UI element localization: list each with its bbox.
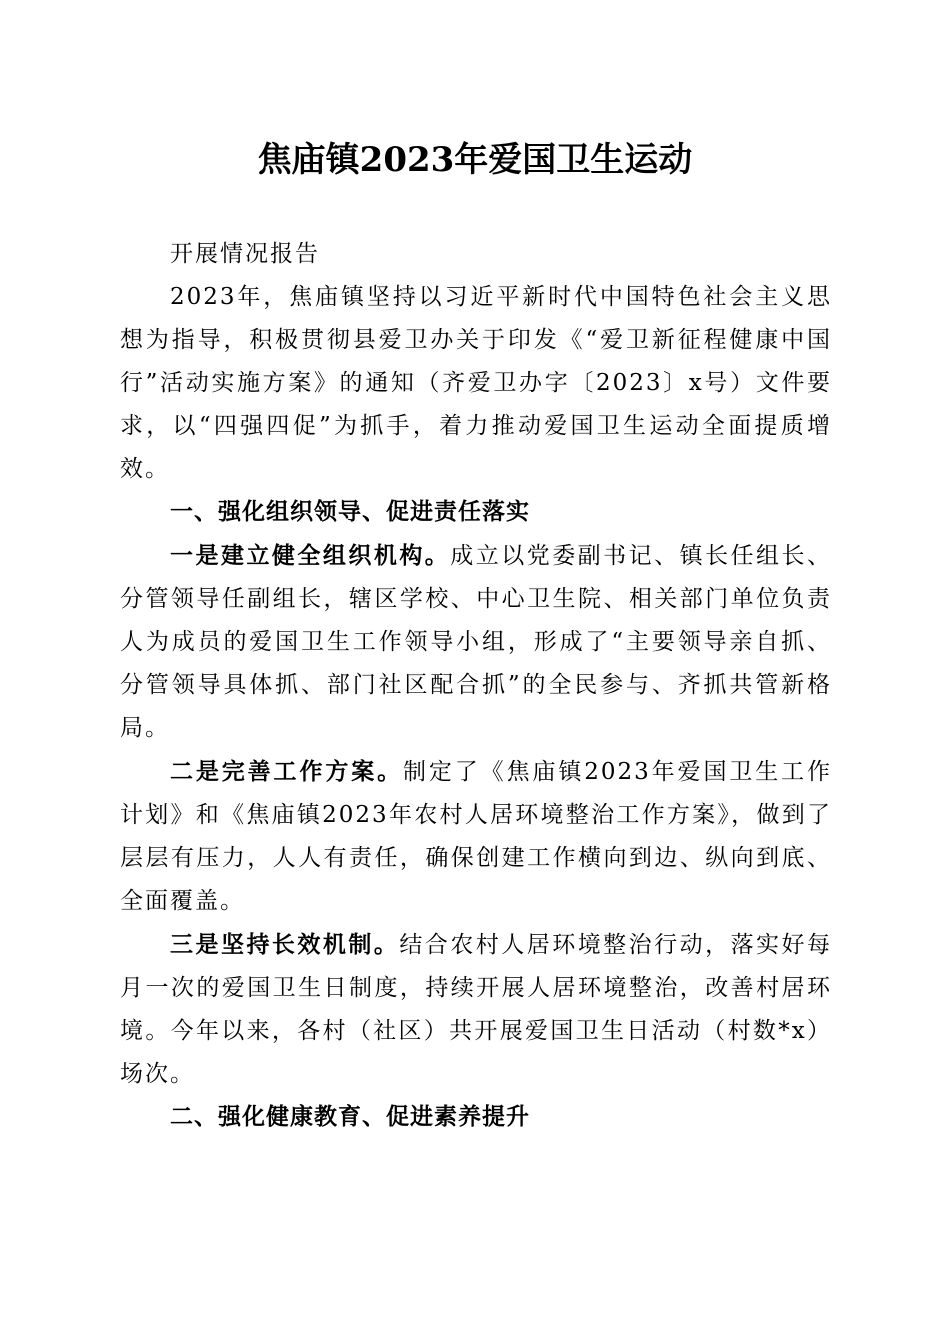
paragraph-text: 2023年，焦庙镇坚持以习近平新时代中国特色社会主义思想为指导，积极贯彻县爱卫办关于印发《“爱卫新征程健康中国行”活动实施方案》的通知（齐爱卫办字〔2023〕x号）文件要求，以“四强四促”为抓手，着力推动爱国卫生运动全面提质增效。: [120, 284, 832, 482]
body-paragraph: [120, 750, 832, 923]
paragraph-text: 开展情况报告: [170, 241, 320, 267]
paragraph-text: 成立以党委副书记、镇长任组长、分管领导任副组长，辖区学校、中心卫生院、相关部门单位负责人为成员的爱国卫生工作领导小组，形成了“主要领导亲自抓、分管领导具体抓、部门社区配合抓”的全民参与、齐抓共管新格局。: [120, 543, 833, 741]
paragraph-text: 一、强化组织领导、促进责任落实: [170, 499, 530, 525]
paragraph-text: 二、强化健康教育、促进素养提升: [170, 1104, 530, 1130]
document-body: [120, 233, 832, 1139]
paragraph-lead: 二是完善工作方案。: [170, 758, 404, 785]
body-paragraph: [120, 276, 832, 491]
section-heading: [120, 491, 832, 534]
body-paragraph: [120, 923, 832, 1096]
document-title: 焦庙镇2023年爱国卫生运动: [257, 140, 693, 180]
body-paragraph: [120, 534, 832, 750]
body-paragraph: [120, 233, 832, 276]
paragraph-lead: 三是坚持长效机制。: [170, 931, 400, 958]
paragraph-text: 结合农村人居环境整治行动，落实好每月一次的爱国卫生日制度，持续开展人居环境整治，改善村居环境。今年以来，各村（社区）共开展爱国卫生日活动（村数*x）场次。: [120, 932, 833, 1087]
paragraph-lead: 一是建立健全组织机构。: [170, 542, 451, 569]
paragraph-text: 制定了《焦庙镇2023年爱国卫生工作计划》和《焦庙镇2023年农村人居环境整治工作方案》，做到了层层有压力，人人有责任，确保创建工作横向到边、纵向到底、全面覆盖。: [120, 759, 832, 914]
section-heading: [120, 1096, 832, 1139]
